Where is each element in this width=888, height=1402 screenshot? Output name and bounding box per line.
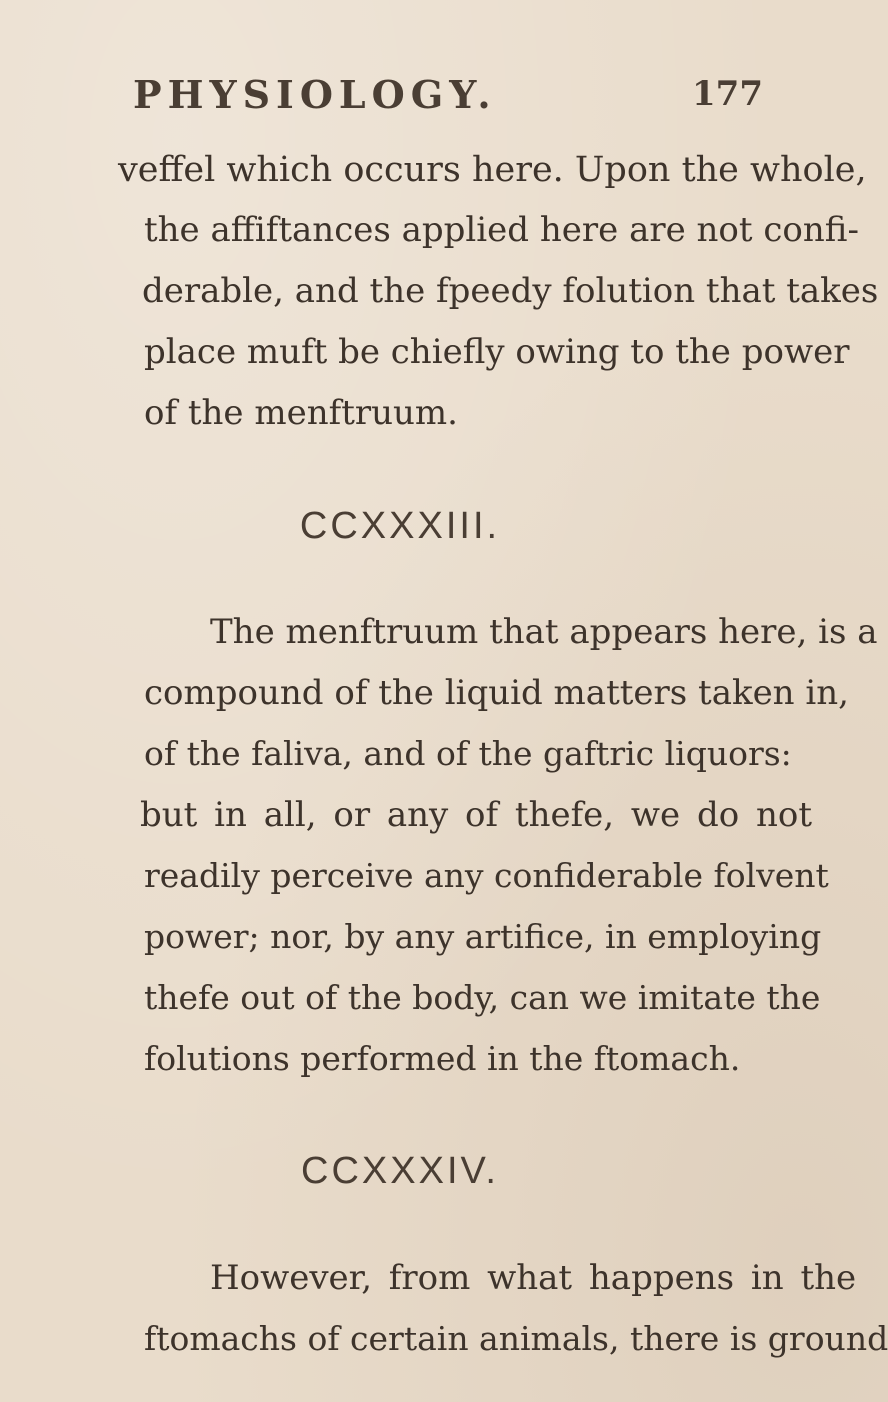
- text-line: compound of the liquid matters taken in,: [144, 673, 849, 713]
- text-line: thefe out of the body, can we imitate the: [144, 978, 821, 1017]
- section-heading: CCXXXIII.: [299, 505, 501, 547]
- page-number: 177: [692, 74, 763, 114]
- text-line: readily perceive any confiderable folvent: [144, 856, 829, 895]
- text-line: folutions performed in the ftomach.: [144, 1039, 741, 1078]
- text-line: the affiftances applied here are not confi-: [144, 210, 859, 250]
- running-title: PHYSIOLOGY.: [133, 72, 497, 117]
- text-line: of the menftruum.: [144, 393, 458, 433]
- text-line: ftomachs of certain animals, there is ground: [144, 1319, 888, 1358]
- text-line: place muft be chiefly owing to the power: [144, 332, 850, 372]
- section-heading: CCXXXIV.: [301, 1150, 499, 1192]
- text-line: power; nor, by any artifice, in employing: [144, 917, 822, 956]
- text-line: derable, and the fpeedy folution that takes: [142, 271, 879, 311]
- text-line: The menftruum that appears here, is a: [210, 612, 878, 652]
- running-head: [133, 72, 763, 122]
- text-line: However, from what happens in the: [210, 1258, 857, 1298]
- text-line: of the faliva, and of the gaftric liquors:: [144, 734, 792, 773]
- text-line: veffel which occurs here. Upon the whole,: [118, 150, 867, 190]
- text-line: but in all, or any of thefe, we do not: [140, 795, 813, 835]
